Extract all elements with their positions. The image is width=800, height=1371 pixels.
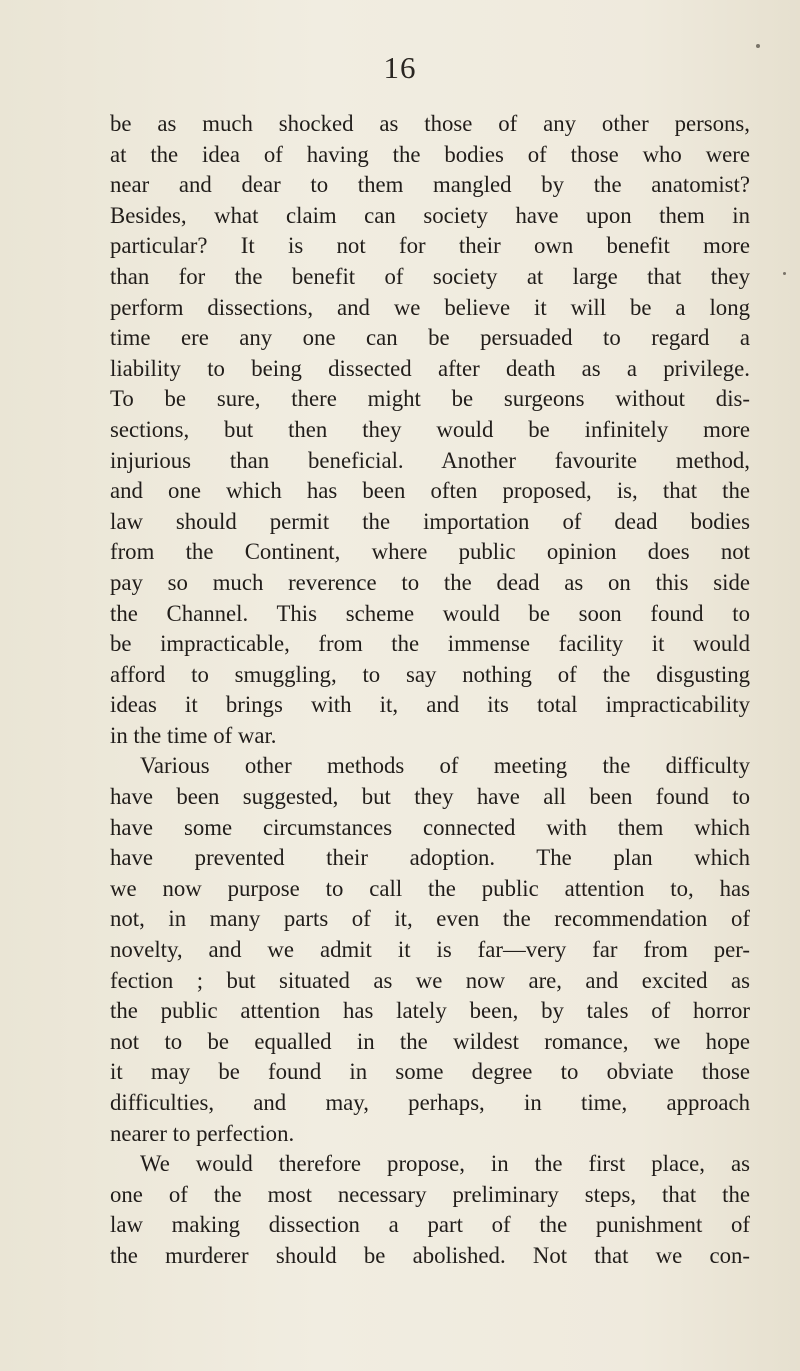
text-line: be impracticable, from the immense facility it would [110, 631, 750, 657]
text-line: at the idea of having the bodies of those who were [110, 141, 750, 167]
text-line: the public attention has lately been, by tales of horror [110, 998, 750, 1024]
text-line: and one which has been often proposed, is, that the [110, 478, 750, 504]
text-line: not to be equalled in the wildest romance, we hope [110, 1028, 750, 1054]
text-line: We would therefore propose, in the first place, as [140, 1151, 750, 1177]
text-line: near and dear to them mangled by the anatomist? [110, 172, 750, 198]
text-line: To be sure, there might be surgeons without dis- [110, 386, 750, 412]
text-line: liability to being dissected after death as a privilege. [110, 355, 750, 381]
text-line: law making dissection a part of the punishment of [110, 1212, 750, 1238]
text-line: be as much shocked as those of any other persons, [110, 111, 750, 136]
text-line: Various other methods of meeting the difficulty [140, 753, 750, 779]
text-line: Besides, what claim can society have upon them in [110, 202, 750, 228]
body-text [110, 109, 750, 1272]
text-line: one of the most necessary preliminary steps, that the [110, 1181, 750, 1207]
text-line: afford to smuggling, to say nothing of the disgusting [110, 661, 750, 687]
text-line: nearer to perfection. [110, 1120, 295, 1146]
text-line: ideas it brings with it, and its total impracticability [110, 692, 750, 718]
text-line: have been suggested, but they have all been found to [110, 784, 750, 810]
paper-speck [783, 272, 786, 275]
text-line: it may be found in some degree to obviate those [110, 1059, 750, 1085]
text-line: perform dissections, and we believe it will be a long [110, 294, 750, 320]
paper-speck [756, 44, 760, 48]
text-line: in the time of war. [110, 722, 277, 748]
text-line: the Channel. This scheme would be soon found to [110, 600, 750, 626]
text-line: pay so much reverence to the dead as on this side [110, 569, 750, 595]
text-line: injurious than beneficial. Another favourite method, [110, 447, 750, 473]
text-line: sections, but then they would be infinitely more [110, 416, 750, 442]
text-line: difficulties, and may, perhaps, in time, approach [110, 1090, 750, 1115]
page-number: 16 [383, 50, 417, 85]
text-line: from the Continent, where public opinion does not [110, 539, 750, 565]
text-line: novelty, and we admit it is far—very far from per- [110, 937, 750, 963]
text-line: law should permit the importation of dead bodies [110, 508, 750, 534]
text-line: particular? It is not for their own benefit more [110, 233, 750, 259]
text-line: than for the benefit of society at large that they [110, 263, 750, 289]
text-line: not, in many parts of it, even the recommendation of [110, 906, 750, 932]
text-line: have prevented their adoption. The plan which [110, 845, 750, 871]
text-line: time ere any one can be persuaded to regard a [110, 325, 750, 351]
text-line: the murderer should be abolished. Not that we con- [110, 1242, 750, 1268]
text-line: fection ; but situated as we now are, and excited as [110, 967, 750, 993]
text-line: we now purpose to call the public attention to, has [110, 875, 750, 901]
text-line: have some circumstances connected with them which [110, 814, 750, 840]
